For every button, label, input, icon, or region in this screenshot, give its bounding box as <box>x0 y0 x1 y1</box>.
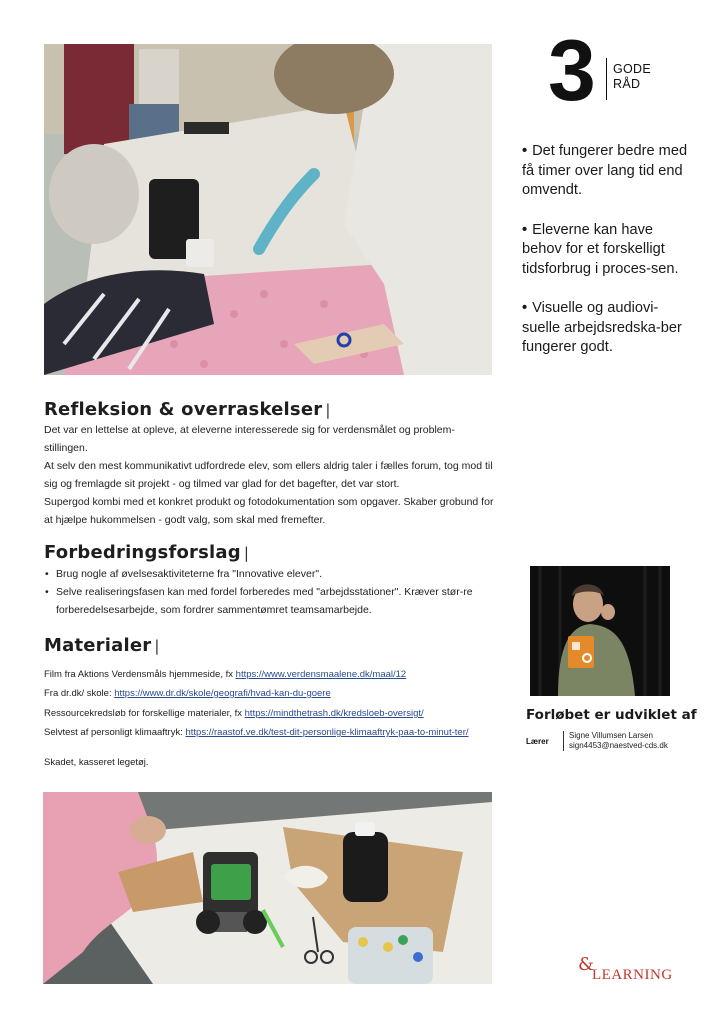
tips-label-line2: RÅD <box>613 77 641 91</box>
tip-item: • Eleverne kan have behov for et forskelligt tidsforbrug i proces-sen. <box>522 221 679 277</box>
author-info <box>569 731 668 751</box>
tips-divider <box>606 58 607 100</box>
material-item: Selvtest af personligt klimaaftryk: https://raastof.ve.dk/test-dit-personlige-klimaaftryk-paa-to-minut-ter/ <box>44 727 469 738</box>
tips-number: 3 <box>548 23 594 119</box>
improvement-item: • Selve realiseringsfasen kan med fordel forberedes med "arbejdsstationer". Kræver stør-re forberedelsesarbejde, som fordrer sammentømret teamsamarbejde. <box>44 583 494 619</box>
author-photo <box>530 566 670 696</box>
tip-text: Eleverne kan have behov for et forskelligt tidsforbrug i proces-sen. <box>522 221 679 277</box>
author-email[interactable]: sign4453@naestved-cds.dk <box>569 741 668 750</box>
reflection-body <box>44 421 494 529</box>
tip-item: • Det fungerer bedre med få timer over lang tid end omvendt. <box>522 143 688 198</box>
and-learning-logo <box>578 954 682 982</box>
reflection-heading: Refleksion & overraskelser | <box>44 399 331 420</box>
logo-symbol: & <box>578 954 595 975</box>
tips-label <box>613 62 651 92</box>
logo-text: LEARNING <box>592 967 673 982</box>
reflection-paragraph: Det var en lettelse at opleve, at eleverne interesserede sig for verdensmålet og problem-stillingen. <box>44 424 455 454</box>
classroom-photo-bottom <box>43 792 492 984</box>
tips-label-line1: GODE <box>613 62 652 76</box>
author-heading: Forløbet er udviklet af <box>526 707 697 723</box>
classroom-photo-top <box>44 44 492 375</box>
tips-list <box>522 142 692 378</box>
author-name: Signe Villumsen Larsen <box>569 731 653 740</box>
material-link[interactable]: https://www.dr.dk/skole/geografi/hvad-kan-du-goere <box>114 688 331 699</box>
author-divider <box>563 731 564 751</box>
improvements-heading: Forbedringsforslag | <box>44 542 250 563</box>
material-item: Ressourcekredsløb for forskellige materialer, fx https://mindthetrash.dk/kredsloeb-oversigt/ <box>44 708 424 719</box>
tip-text: Visuelle og audiovi-suelle arbejdsredska-ber fungerer godt. <box>522 300 682 355</box>
improvement-item: • Brug nogle af øvelsesaktiviteterne fra "Innovative elever". <box>44 565 494 583</box>
material-item: Skadet, kasseret legetøj. <box>44 757 149 768</box>
reflection-paragraph: At selv den mest kommunikativt udfordrede elev, som ellers aldrig taler i fælles forum, tog mod til sig og fremlagde sit projekt - og tilmed var glad for det bagefter, det var stort. <box>44 460 493 490</box>
material-link[interactable]: https://www.verdensmaalene.dk/maal/12 <box>235 669 407 680</box>
improvements-list <box>44 565 494 619</box>
material-item: Fra dr.dk/ skole: https://www.dr.dk/skole/geografi/hvad-kan-du-goere <box>44 688 331 699</box>
material-item: Film fra Aktions Verdensmåls hjemmeside, fx https://www.verdensmaalene.dk/maal/12 <box>44 669 407 680</box>
materials-heading: Materialer | <box>44 635 160 656</box>
reflection-paragraph: Supergod kombi med et konkret produkt og fotodokumentation som opgaver. Skaber grobund for at hjælpe hukommelsen - godt valg, som skal med fremefter. <box>44 496 494 526</box>
material-link[interactable]: https://mindthetrash.dk/kredsloeb-oversigt/ <box>244 708 424 719</box>
tip-text: Det fungerer bedre med få timer over lang tid end omvendt. <box>522 143 688 198</box>
material-link[interactable]: https://raastof.ve.dk/test-dit-personlige-klimaaftryk-paa-to-minut-ter/ <box>185 727 469 738</box>
author-role: Lærer <box>526 737 549 746</box>
tip-item: • Visuelle og audiovi-suelle arbejdsredska-ber fungerer godt. <box>522 300 682 355</box>
